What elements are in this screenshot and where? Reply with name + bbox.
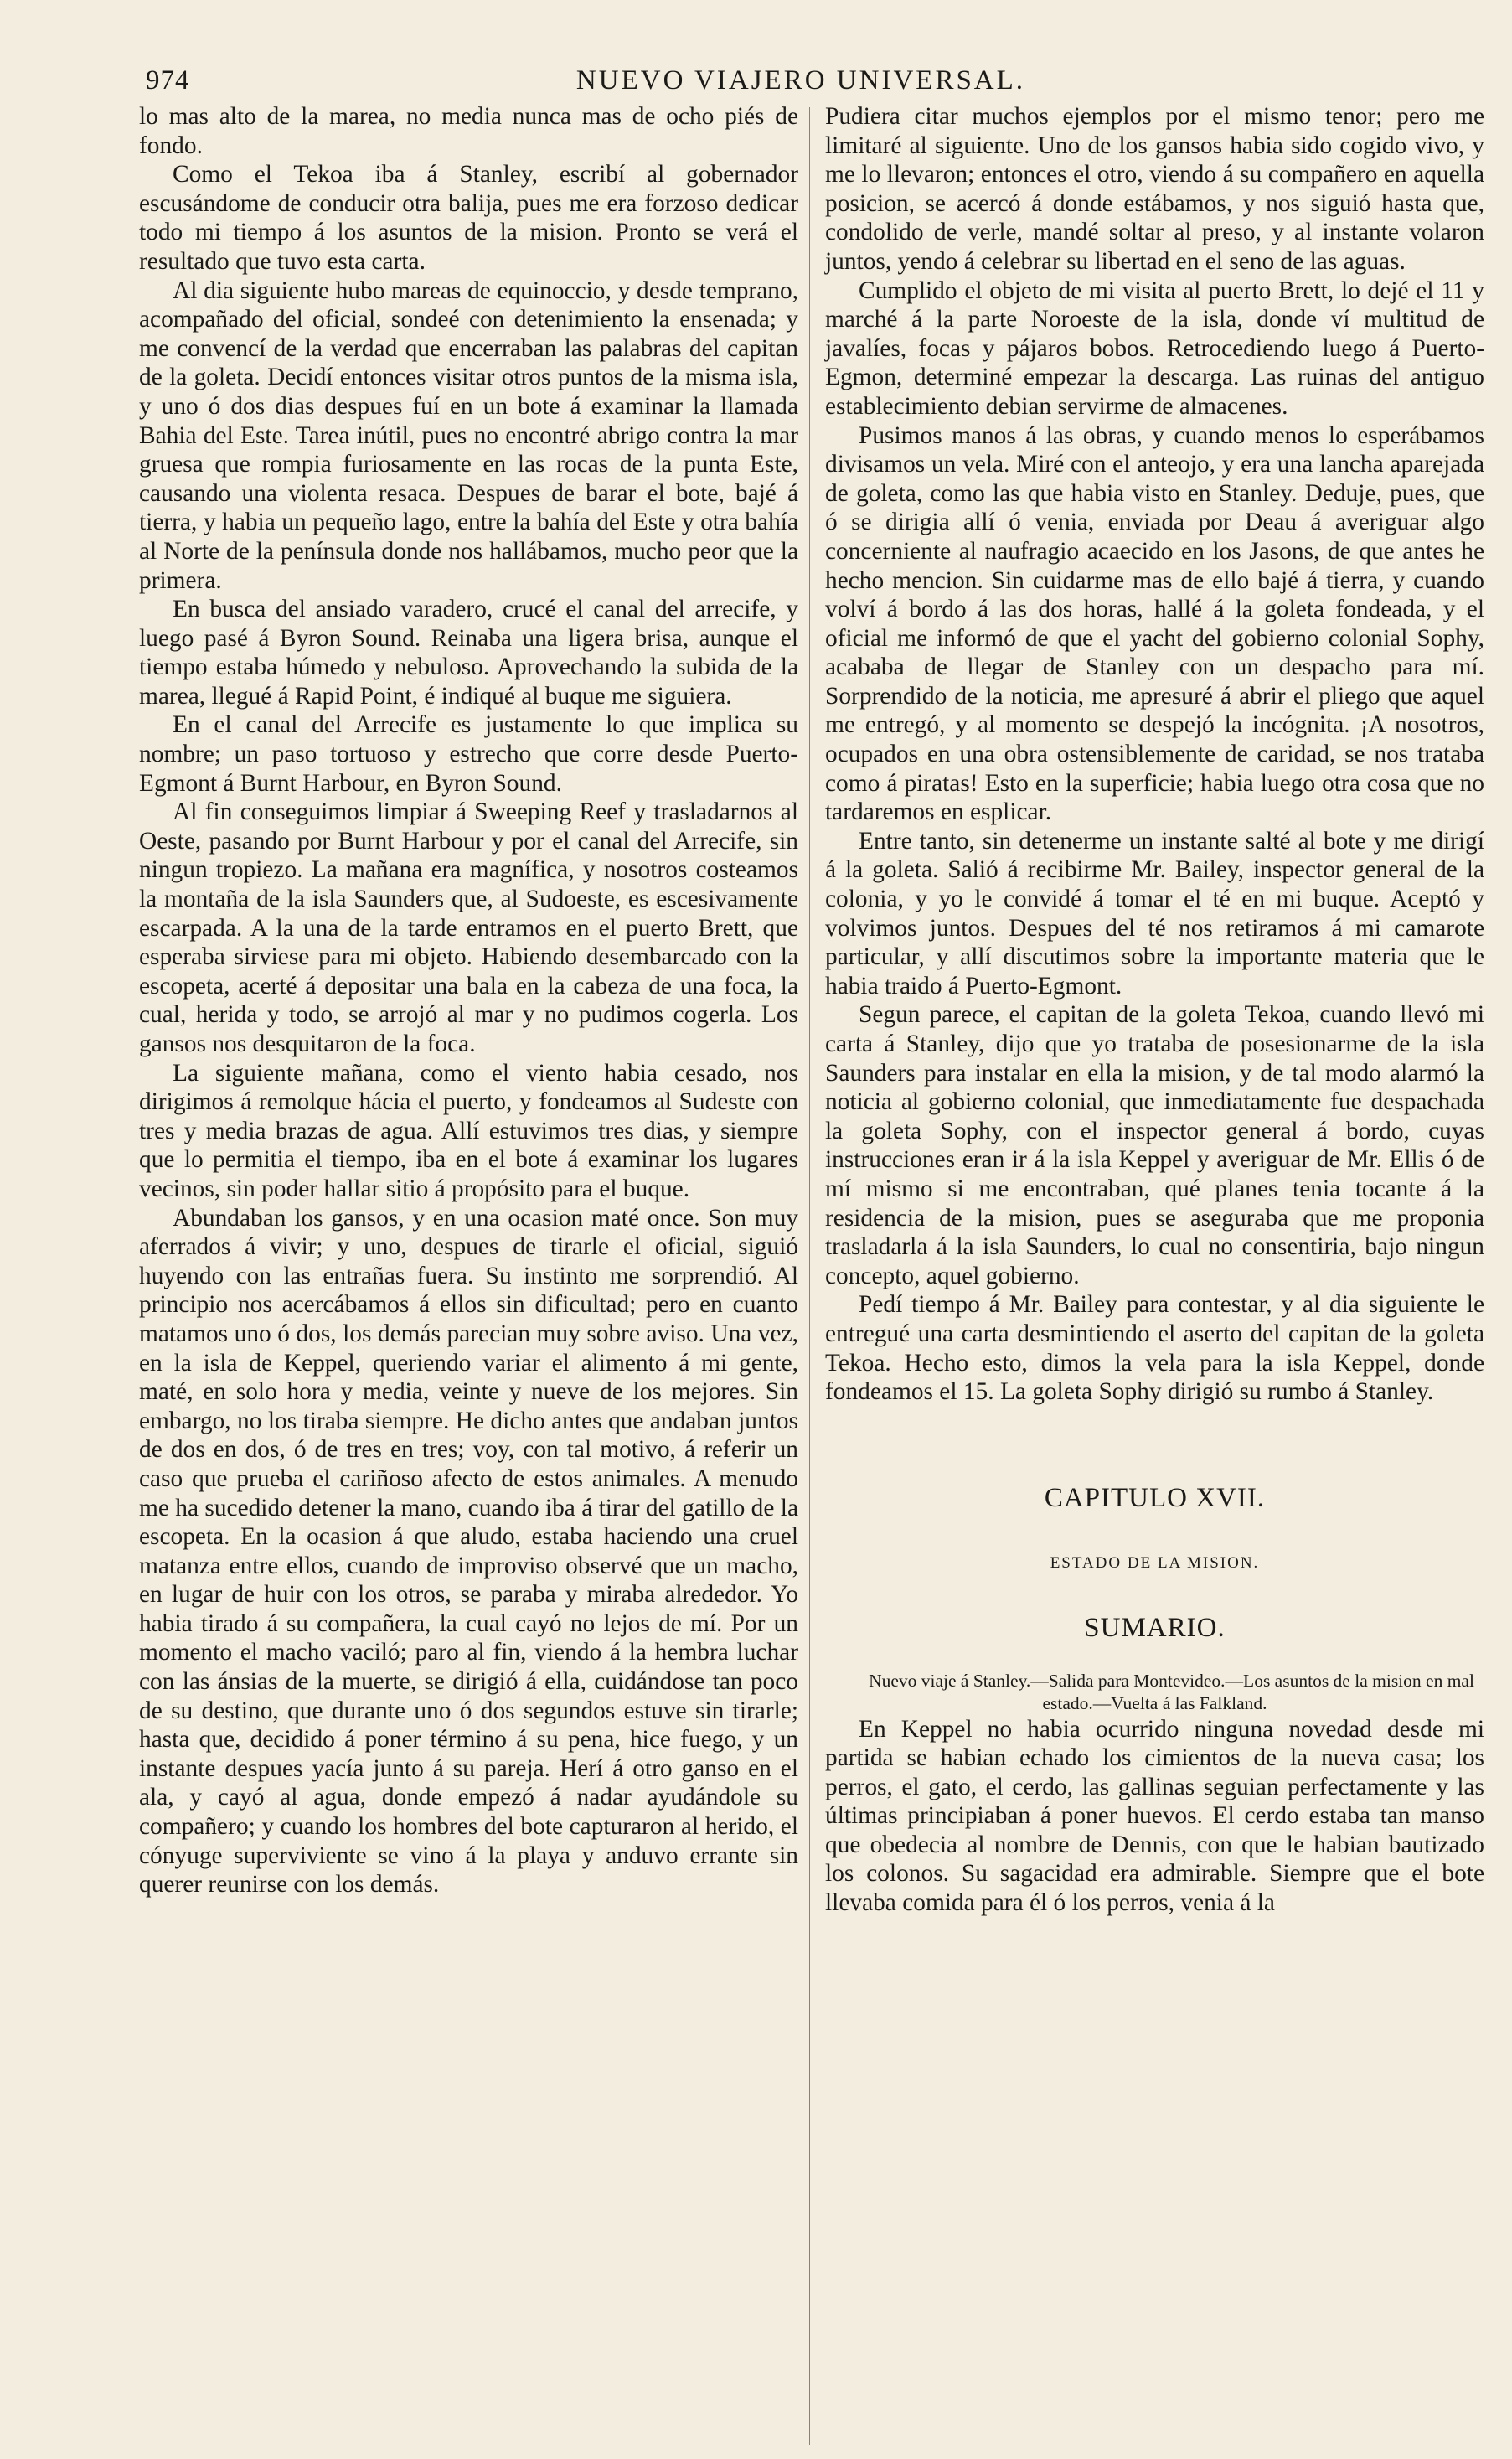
page-number: 974 <box>146 65 190 96</box>
summary-heading: SUMARIO. <box>1084 1612 1226 1643</box>
paragraph: Pusimos manos á las obras, y cuando menos lo esperábamos divisamos un vela. Miré con el anteojo, y era una lancha aparejada de goleta, como las que habia visto en Stanley. Deduje, pues, que ó se dirigia allí ó venia, enviada por Deau á averiguar algo concerniente al naufragio acaecido en los Jasons, de que antes he hecho mencion. Sin cuidarme mas de ello bajé á tierra, y cuando volví á bordo á las dos horas, hallé á la goleta fondeada, y el oficial me informó de que el yacht del gobierno colonial Sophy, acababa de llegar de Stanley con un despacho para mí. Sorprendido de la noticia, me apresuré á abrir el pliego que aquel me entregó, y al momento se despejó la incógnita. ¡A nosotros, ocupados en una obra ostensiblemente de caridad, se nos trataba como á piratas! Esto en la superficie; habia luego otra cosa que no tardaremos en esplicar. <box>825 421 1484 826</box>
left-column <box>139 102 798 1899</box>
paragraph: La siguiente mañana, como el viento habia cesado, nos dirigimos á remolque hácia el puerto, y fondeamos al Sudeste con tres y media brazas de agua. Allí estuvimos tres dias, y siempre que lo permitia el tiempo, iba en el bote á examinar los lugares vecinos, sin poder hallar sitio á propósito para el buque. <box>139 1059 798 1202</box>
chapter-title: CAPITULO XVII. <box>1044 1482 1266 1513</box>
paragraph: Entre tanto, sin detenerme un instante salté al bote y me dirigí á la goleta. Salió á recibirme Mr. Bailey, inspector general de la colonia, y yo le convidé á tomar el té en mi buque. Aceptó y volvimos juntos. Despues del té nos retiramos á mi camarote particular, y allí discutimos sobre la importante materia que le habia traido á Puerto-Egmont. <box>825 827 1484 1000</box>
paragraph: En Keppel no habia ocurrido ninguna novedad desde mi partida se habian echado los cimientos de la nueva casa; los perros, el gato, el cerdo, las gallinas seguian perfectamente y las últimas principiaban á poner huevos. El cerdo estaba tan manso que obedecia al nombre de Dennis, con que le habian bautizado los colonos. Su sagacidad era admirable. Siempre que el bote llevaba comida para él ó los perros, venia á la <box>825 1715 1484 1917</box>
paragraph: lo mas alto de la marea, no media nunca mas de ocho piés de fondo. <box>139 103 798 159</box>
paragraph: Al dia siguiente hubo mareas de equinoccio, y desde temprano, acompañado del oficial, sondeé con detenimiento la ensenada; y me convencí de la verdad que encerraban las palabras del capitan de la goleta. Decidí entonces visitar otros puntos de la misma isla, y uno ó dos dias despues fuí en un bote á examinar la llamada Bahia del Este. Tarea inútil, pues no encontré abrigo contra la mar gruesa que rompia furiosamente en las rocas de la punta Este, causando una violenta resaca. Despues de barar el bote, bajé á tierra, y habia un pequeño lago, entre la bahía del Este y otra bahía al Norte de la península donde nos hallábamos, mucho peor que la primera. <box>139 276 798 594</box>
paragraph: Pudiera citar muchos ejemplos por el mismo tenor; pero me limitaré al siguiente. Uno de los gansos habia sido cogido vivo, y me lo llevaron; entonces el otro, viendo á su compañero en aquella posicion, se acercó á donde estábamos, y nos siguió hasta que, condolido de verle, mandé soltar al preso, y al instante volaron juntos, yendo á celebrar su libertad en el seno de las aguas. <box>825 103 1484 275</box>
paragraph: En busca del ansiado varadero, crucé el canal del arrecife, y luego pasé á Byron Sound. Reinaba una ligera brisa, aunque el tiempo estaba húmedo y nebuloso. Aprovechando la subida de la marea, llegué á Rapid Point, é indiqué al buque me siguiera. <box>139 596 798 710</box>
running-head <box>139 57 1463 104</box>
chapter-summary: Nuevo viaje á Stanley.—Salida para Montevideo.—Los asuntos de la mision en mal estado.—Vuelta á las Falkland. <box>869 1670 1474 1713</box>
chapter-subtitle: ESTADO DE LA MISION. <box>1050 1554 1260 1573</box>
header-title: NUEVO VIAJERO UNIVERSAL. <box>575 65 1026 96</box>
paragraph: Pedí tiempo á Mr. Bailey para contestar, y al dia siguiente le entregué una carta desmintiendo el aserto del capitan de la goleta Tekoa. Hecho esto, dimos la vela para la isla Keppel, donde fondeamos el 15. La goleta Sophy dirigió su rumbo á Stanley. <box>825 1291 1484 1406</box>
paragraph: Cumplido el objeto de mi visita al puerto Brett, lo dejé el 11 y marché á la parte Noroeste de la isla, donde ví multitud de javalíes, focas y pájaros bobos. Retrocediendo luego á Puerto-Egmon, determiné empezar la descarga. Las ruinas del antiguo establecimiento debian servirme de almacenes. <box>825 276 1484 420</box>
right-column <box>825 102 1484 1918</box>
paragraph: Como el Tekoa iba á Stanley, escribí al gobernador escusándome de conducir otra balija, pues me era forzoso dedicar todo mi tiempo á los asuntos de la mision. Pronto se verá el resultado que tuvo esta carta. <box>139 161 798 275</box>
paragraph: Al fin conseguimos limpiar á Sweeping Reef y trasladarnos al Oeste, pasando por Burnt Harbour y por el canal del Arrecife, sin ningun tropiezo. La mañana era magnífica, y nosotros costeamos la montaña de la isla Saunders que, al Sudoeste, es escesivamente escarpada. A la una de la tarde entramos en el puerto Brett, que esperaba sirviese para mi objeto. Habiendo desembarcado con la escopeta, acerté á depositar una bala en la cabeza de una foca, la cual, herida y todo, se arrojó al mar y no pudimos cogerla. Los gansos nos desquitaron de la foca. <box>139 798 798 1057</box>
column-divider <box>809 107 810 2445</box>
paragraph: Abundaban los gansos, y en una ocasion maté once. Son muy aferrados á vivir; y uno, despues de tirarle el oficial, siguió huyendo con las entrañas fuera. Su instinto me sorprendió. Al principio nos acercábamos á ellos sin dificultad; pero en cuanto matamos uno ó dos, los demás parecian muy sobre aviso. Una vez, en la isla de Keppel, queriendo variar el alimento á mi gente, maté, en solo hora y media, veinte y nueve de los mejores. Sin embargo, no los tiraba siempre. He dicho antes que andaban juntos de dos en dos, ó de tres en tres; voy, con tal motivo, á referir un caso que prueba el cariñoso afecto de estos animales. A menudo me ha sucedido detener la mano, cuando iba á tirar del gatillo de la escopeta. En la ocasion á que aludo, estaba haciendo una cruel matanza entre ellos, cuando de improviso observé que un macho, en lugar de huir con los otros, se paraba y miraba alrededor. Yo habia tirado á su compañera, la cual cayó no lejos de mí. Por un momento el macho vaciló; paro al fin, viendo á la hembra luchar con las ánsias de la muerte, se dirigió á ella, cuidándose tan poco de su destino, que durante uno ó dos segundos estuve sin tirarle; hasta que, decidido á poner término á su pena, hice fuego, y un instante despues yacía junto á su pareja. Herí á otro ganso en el ala, y cayó al agua, donde empezó á nadar ayudándole su compañero; y cuando los hombres del bote capturaron al herido, el cónyuge superviviente se vino á la playa y anduvo errante sin querer reunirse con los demás. <box>139 1204 798 1898</box>
paragraph: En el canal del Arrecife es justamente lo que implica su nombre; un paso tortuoso y estrecho que corre desde Puerto-Egmont á Burnt Harbour, en Byron Sound. <box>139 711 798 797</box>
paragraph: Segun parece, el capitan de la goleta Tekoa, cuando llevó mi carta á Stanley, dijo que yo trataba de posesionarme de la isla Saunders para instalar en ella la mision, y de tal modo alarmó la noticia al gobierno colonial, que inmediatamente fue despachada la goleta Sophy, con el inspector general á bordo, cuyas instrucciones eran ir á la isla Keppel y averiguar de Mr. Ellis ó de mí mismo si me encontraban, qué planes tenia tocante á la residencia de la mision, pues se aseguraba que me proponia trasladarla á la isla Saunders, lo cual no consentiria, bajo ningun concepto, aquel gobierno. <box>825 1001 1484 1289</box>
